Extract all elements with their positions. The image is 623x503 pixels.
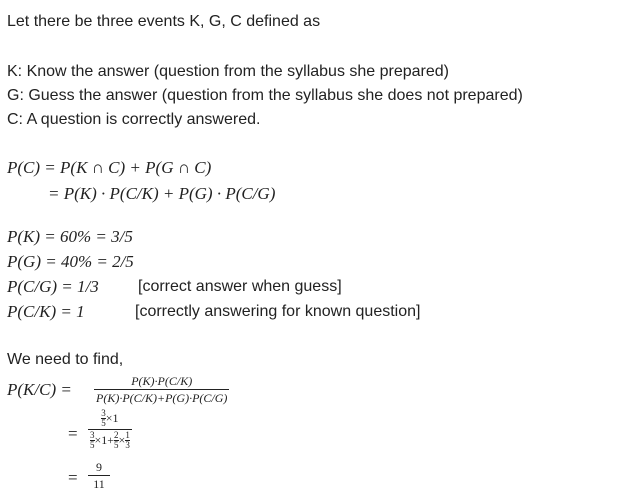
prob-g: P(G) = 40% = 2/5 <box>7 252 134 271</box>
step2-equals: = <box>68 424 78 443</box>
equation-expansion: = P(K) · P(C/K) + P(G) · P(C/G) <box>48 184 276 203</box>
result-fraction-numerator: P(K)·P(C/K) <box>131 374 193 388</box>
step2-fraction <box>88 409 132 450</box>
prob-c-given-g: P(C/G) = 1/3 <box>7 277 99 296</box>
note-known: [correctly answering for known question] <box>135 303 421 320</box>
final-numerator: 9 <box>96 460 102 474</box>
final-equals: = <box>68 468 78 487</box>
final-fraction <box>88 460 110 491</box>
intro-text: Let there be three events K, G, C defined as <box>7 13 321 30</box>
result-lhs: P(K/C) = <box>7 380 72 399</box>
note-guess: [correct answer when guess] <box>138 278 342 295</box>
definition-k: K: Know the answer (question from the syllabus she prepared) <box>7 63 450 80</box>
result-fraction-denominator: P(K)·P(C/K)+P(G)·P(C/G) <box>96 391 228 405</box>
step2-denominator: $\frac{3}{5}$ ×1+ $\frac{2}{5}$ × $\frac{1}{3}$ <box>90 430 130 450</box>
find-label: We need to find, <box>7 351 124 368</box>
definition-g: G: Guess the answer (question from the syllabus she does not prepared) <box>7 87 523 104</box>
step2-numerator: $\frac{3}{5}$ ×1 <box>101 408 119 428</box>
result-fraction <box>94 374 229 405</box>
final-denominator: 11 <box>93 477 105 491</box>
definition-c: C: A question is correctly answered. <box>7 111 261 128</box>
prob-k: P(K) = 60% = 3/5 <box>7 227 133 246</box>
equation-total-probability: P(C) = P(K ∩ C) + P(G ∩ C) <box>7 158 212 177</box>
prob-c-given-k: P(C/K) = 1 <box>7 302 85 321</box>
